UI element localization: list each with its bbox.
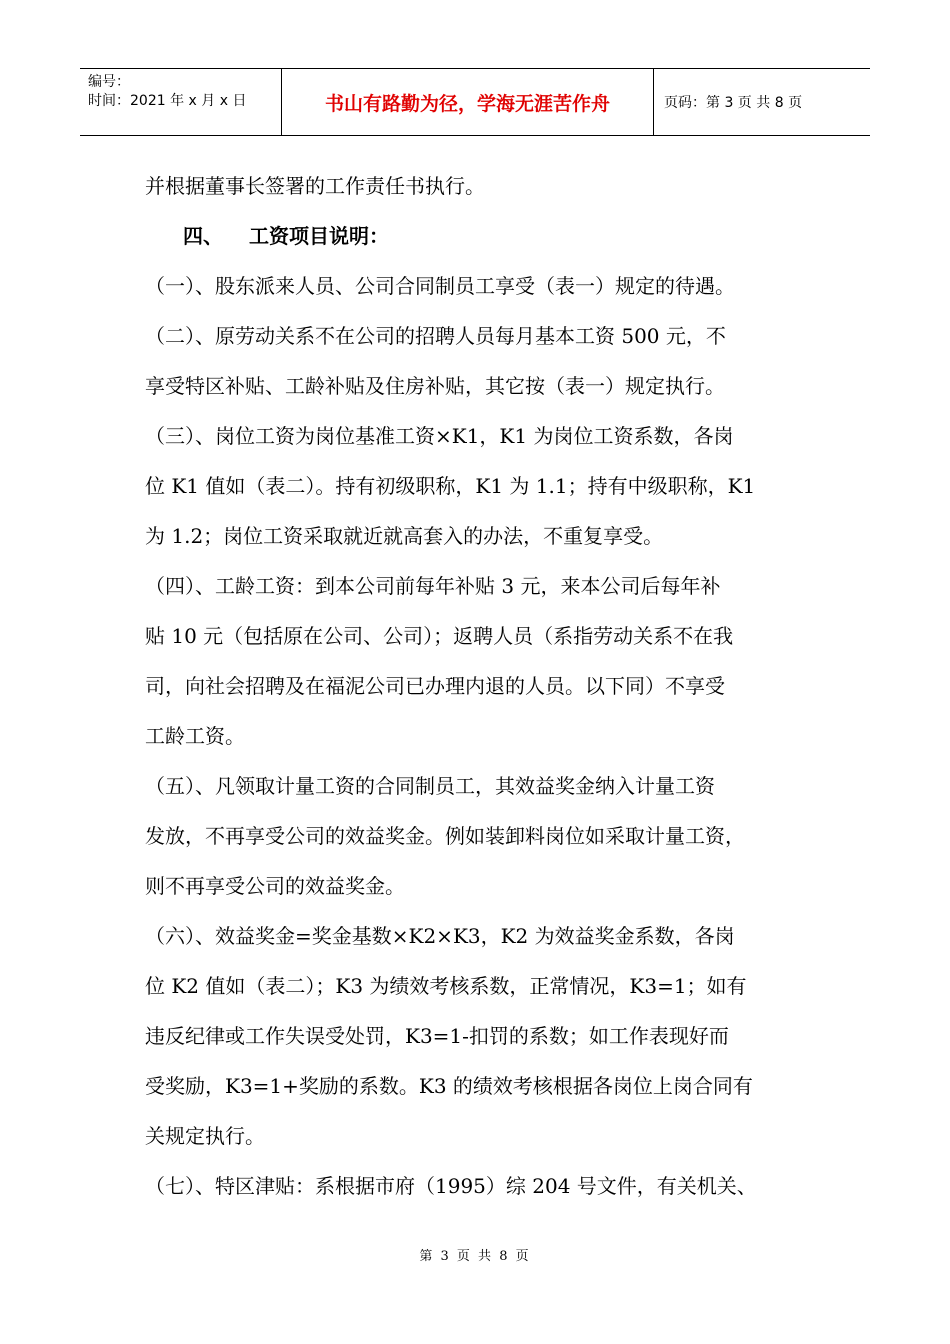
body-line: 为 1.2；岗位工资采取就近就高套入的办法，不重复享受。 bbox=[145, 524, 664, 548]
body-line: 位 K1 值如（表二）。持有初级职称，K1 为 1.1；持有中级职称，K1 bbox=[145, 474, 756, 498]
body-line: （四）、工龄工资：到本公司前每年补贴 3 元，来本公司后每年补 bbox=[145, 574, 721, 598]
document-date-label: 时间：2021 年 x 月 x 日 bbox=[88, 93, 247, 109]
body-line: （一）、股东派来人员、公司合同制员工享受（表一）规定的待遇。 bbox=[145, 274, 735, 298]
header-motto: 书山有路勤为径，学海无涯苦作舟 bbox=[282, 69, 654, 135]
body-line: 受奖励，K3=1+奖励的系数。K3 的绩效考核根据各岗位上岗合同有 bbox=[145, 1074, 753, 1098]
header-table bbox=[80, 68, 870, 136]
body-line: 司，向社会招聘及在福泥公司已办理内退的人员。以下同）不享受 bbox=[145, 674, 725, 698]
body-line: （三）、岗位工资为岗位基准工资×K1，K1 为岗位工资系数，各岗 bbox=[145, 424, 734, 448]
body-line: 位 K2 值如（表二）；K3 为绩效考核系数，正常情况，K3=1；如有 bbox=[145, 974, 747, 998]
body-line: （六）、效益奖金=奖金基数×K2×K3，K2 为效益奖金系数，各岗 bbox=[145, 924, 735, 948]
body-line: 贴 10 元（包括原在公司、公司）；返聘人员（系指劳动关系不在我 bbox=[145, 624, 734, 648]
body-line: 发放，不再享受公司的效益奖金。例如装卸料岗位如采取计量工资， bbox=[145, 824, 745, 848]
body-line: （五）、凡领取计量工资的合同制员工，其效益奖金纳入计量工资 bbox=[145, 774, 715, 798]
body-line: 工龄工资。 bbox=[145, 724, 245, 748]
body-line: 违反纪律或工作失误受处罚，K3=1-扣罚的系数；如工作表现好而 bbox=[145, 1024, 729, 1048]
body-line: 关规定执行。 bbox=[145, 1124, 265, 1148]
section-heading-title: 工资项目说明： bbox=[249, 224, 389, 248]
document-number-label: 编号： bbox=[88, 74, 130, 90]
header-meta-cell bbox=[80, 69, 282, 135]
body-line: 则不再享受公司的效益奖金。 bbox=[145, 874, 405, 898]
body-line: （二）、原劳动关系不在公司的招聘人员每月基本工资 500 元，不 bbox=[145, 324, 726, 348]
section-heading bbox=[145, 211, 825, 261]
body-line: 享受特区补贴、工龄补贴及住房补贴，其它按（表一）规定执行。 bbox=[145, 374, 725, 398]
body-line: （七）、特区津贴：系根据市府（1995）综 204 号文件，有关机关、 bbox=[145, 1174, 757, 1198]
document-body bbox=[145, 161, 825, 1211]
header-page-info: 页码：第 3 页 共 8 页 bbox=[664, 95, 803, 111]
page-footer: 第 3 页 共 8 页 bbox=[419, 1249, 531, 1264]
section-heading-number: 四、 bbox=[183, 224, 223, 248]
body-line: 并根据董事长签署的工作责任书执行。 bbox=[145, 174, 485, 198]
